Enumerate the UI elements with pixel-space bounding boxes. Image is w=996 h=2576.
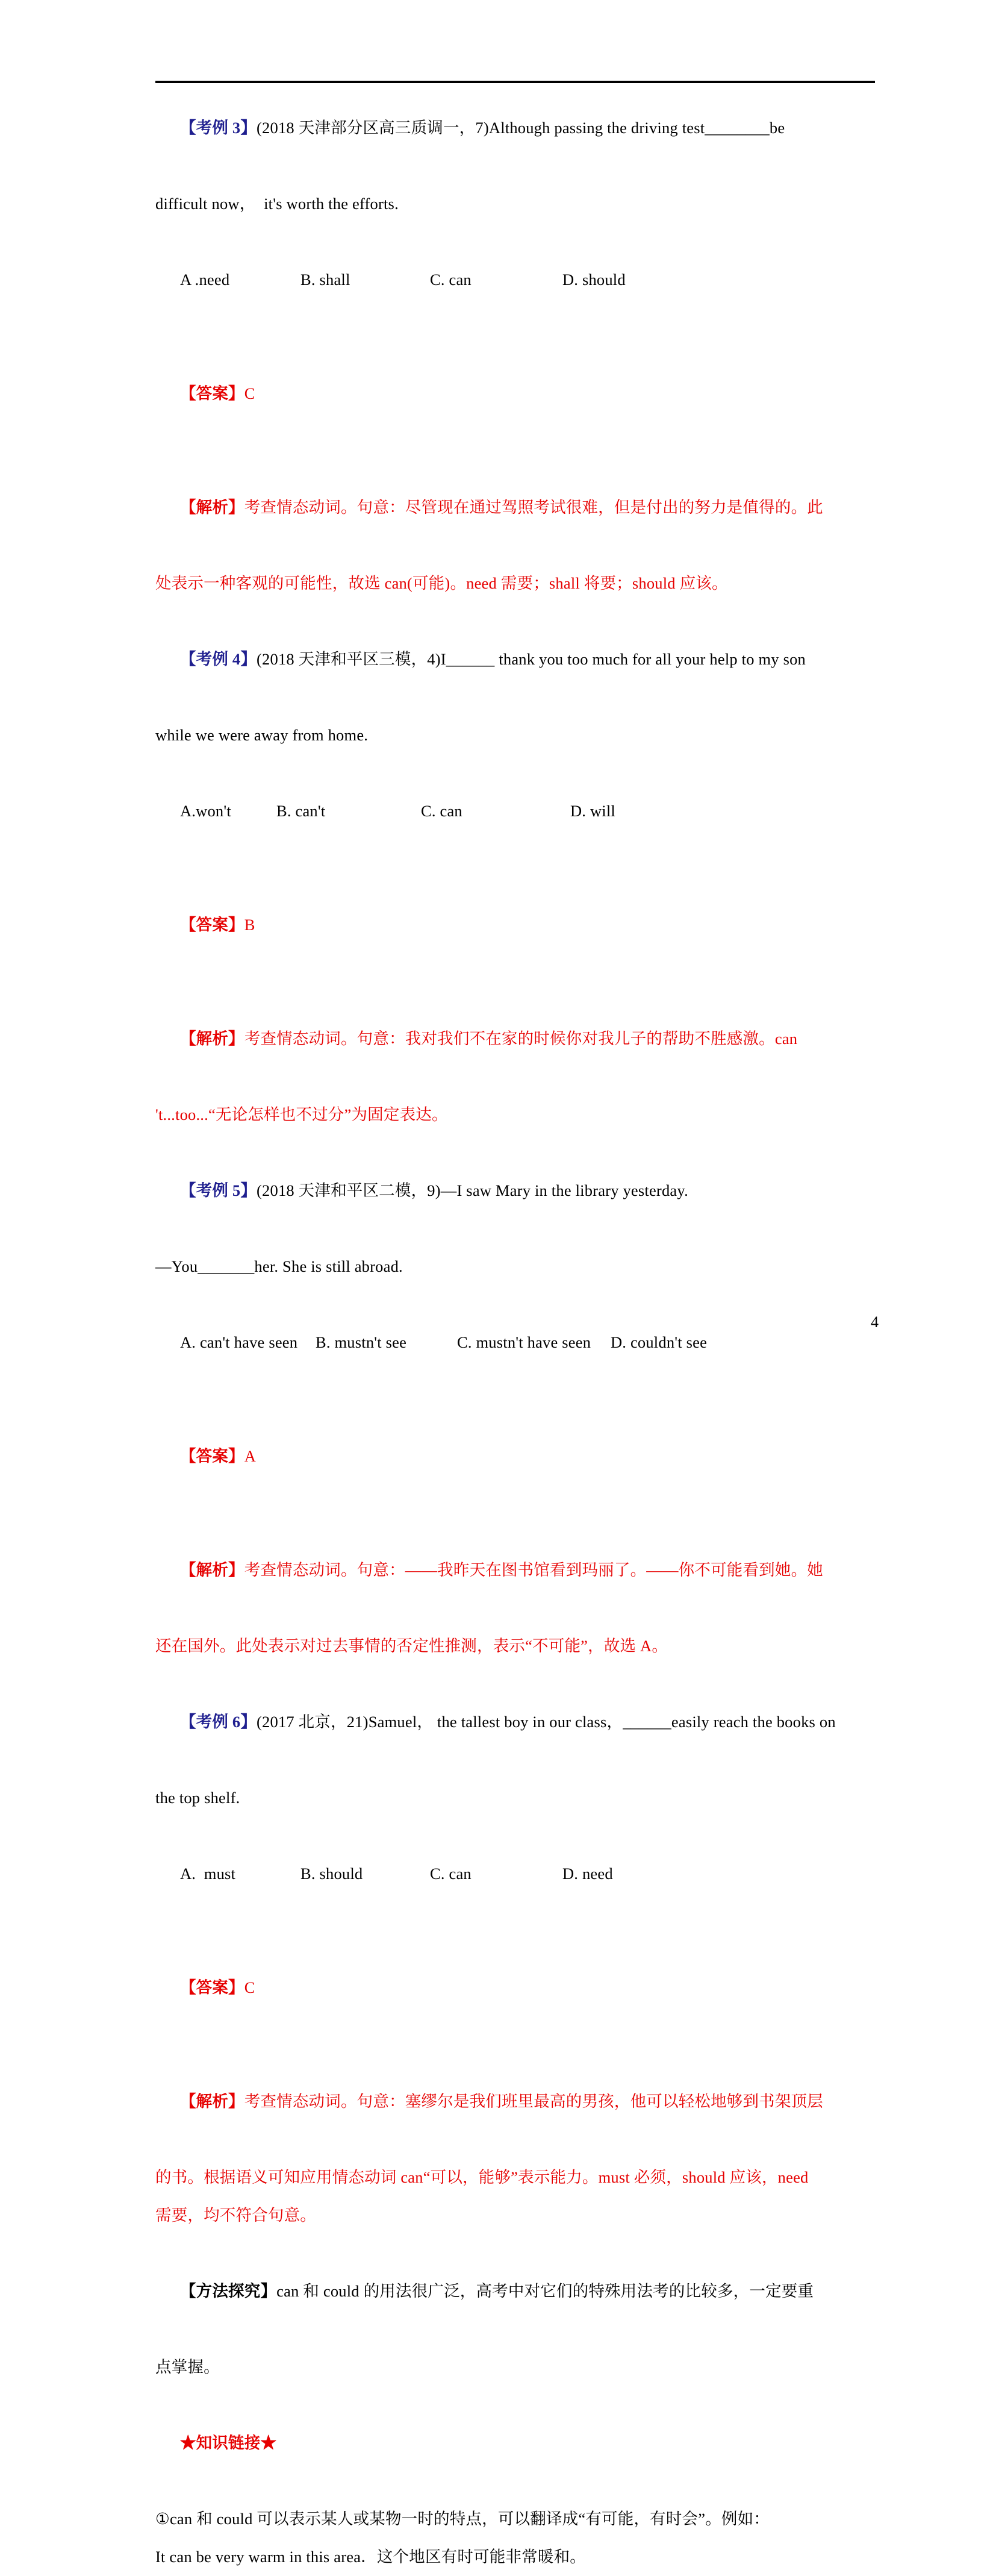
example-5-analysis-label: 【解析】 [179,1561,244,1579]
example-4-label: 【考例 4】 [179,650,257,668]
example-6-option-d[interactable]: D. need [562,1865,613,1883]
example-6-analysis-text-1: 考查情态动词。句意：塞缪尔是我们班里最高的男孩，他可以轻松地够到书架顶层 [244,2092,823,2110]
example-6-analysis-line-3: 需要，均不符合句意。 [155,2206,316,2224]
knowledge-section-line-1: ①can 和 could 可以表示某人或某物一时的特点，可以翻译成“有可能，有时会”。例如： [155,2510,770,2528]
example-4-stem-line-1 [155,602,878,716]
method-section-line-2: 点掌握。 [155,2358,220,2376]
method-section-label: 【方法探究】 [179,2282,277,2300]
example-3-answer-value: C [244,384,255,402]
example-4-analysis-line-1 [155,982,878,1096]
example-6-analysis-label: 【解析】 [179,2092,244,2110]
method-section-text-1: can 和 could 的用法很广泛，高考中对它们的特殊用法考的比较多，一定要重 [276,2282,814,2300]
example-4-analysis-label: 【解析】 [179,1030,244,1048]
example-6-options [155,1817,878,1931]
example-3-stem-text-1: (2018 天津部分区高三质调一，7)Although passing the driving test________be [257,119,785,137]
example-5-answer-label: 【答案】 [179,1447,244,1465]
example-3-analysis-text-1: 考查情态动词。句意：尽管现在通过驾照考试很难，但是付出的努力是值得的。此 [244,498,823,516]
example-3-option-d[interactable]: D. should [562,270,626,289]
example-3-option-a[interactable]: A .need [179,270,230,289]
example-6-stem-line-2: the top shelf. [155,1789,240,1807]
page-content [155,71,878,2576]
example-5-analysis-line-2: 还在国外。此处表示对过去事情的否定性推测，表示“不可能”，故选 A。 [155,1637,668,1655]
example-6-answer-label: 【答案】 [179,1978,244,1996]
example-6-answer-value: C [244,1978,255,1996]
example-4-answer [155,868,878,982]
example-6-option-a[interactable]: A. must [179,1865,236,1883]
method-section-line-1 [155,2234,878,2348]
knowledge-section-line-2: It can be very warm in this area．这个地区有时可能非常暖和。 [155,2548,586,2566]
example-6-option-b[interactable]: B. should [300,1865,363,1883]
example-4-answer-value: B [244,916,255,934]
example-3-analysis-label: 【解析】 [179,498,244,516]
example-4-stem-line-2: while we were away from home. [155,726,369,744]
knowledge-section-heading: ★知识链接★ [179,2434,277,2452]
example-3-options [155,223,878,337]
example-6-option-c[interactable]: C. can [429,1865,472,1883]
example-4-analysis-line-2: 't...too...“无论怎样也不过分”为固定表达。 [155,1105,448,1124]
example-3-stem-line-2: difficult now， it's worth the efforts. [155,195,399,213]
example-6-label: 【考例 6】 [179,1713,257,1731]
example-5-answer [155,1399,878,1513]
example-6-stem-text-1: (2017 北京，21)Samuel， the tallest boy in our class，______easily reach the books on [257,1713,836,1731]
example-4-stem-text-1: (2018 天津和平区三模，4)I______ thank you too much for all your help to my son [257,650,806,668]
page-number: 4 [871,1313,879,1331]
example-4-option-a[interactable]: A.won't [179,802,231,820]
example-4-option-d[interactable]: D. will [570,802,615,820]
example-5-option-b[interactable]: B. mustn't see [315,1333,407,1351]
example-6-analysis-line-1 [155,2045,878,2159]
example-3-answer [155,337,878,451]
example-3-option-b[interactable]: B. shall [300,270,350,289]
example-5-option-c[interactable]: C. mustn't have seen [456,1333,591,1351]
example-6-stem-line-1 [155,1665,878,1779]
example-3-answer-label: 【答案】 [179,384,244,402]
example-5-option-d[interactable]: D. couldn't see [610,1333,708,1351]
example-6-analysis-line-2: 的书。根据语义可知应用情态动词 can“可以，能够”表示能力。must 必须，should 应该，need [155,2168,809,2186]
example-5-stem-line-1 [155,1134,878,1248]
example-5-analysis-line-1 [155,1513,878,1627]
knowledge-section-heading-row [155,2386,878,2500]
example-5-options [155,1286,878,1399]
example-5-answer-value: A [244,1447,257,1465]
example-4-answer-label: 【答案】 [179,916,244,934]
example-3-option-c[interactable]: C. can [429,270,472,289]
example-4-options [155,754,878,868]
example-5-stem-text-1: (2018 天津和平区二模，9)—I saw Mary in the library yesterday. [257,1181,688,1199]
example-3-label: 【考例 3】 [179,119,257,137]
example-5-label: 【考例 5】 [179,1181,257,1199]
example-5-option-a[interactable]: A. can't have seen [179,1333,298,1351]
example-4-option-c[interactable]: C. can [420,802,462,820]
example-4-option-b[interactable]: B. can't [276,802,326,820]
example-4-analysis-text-1: 考查情态动词。句意：我对我们不在家的时候你对我儿子的帮助不胜感激。can [244,1030,798,1048]
example-5-analysis-text-1: 考查情态动词。句意：——我昨天在图书馆看到玛丽了。——你不可能看到她。她 [244,1561,823,1579]
example-3-stem-line-1 [155,71,878,185]
example-6-answer [155,1931,878,2045]
example-5-stem-line-2: —You_______her. She is still abroad. [155,1257,403,1275]
example-3-analysis-line-1 [155,451,878,564]
example-3-analysis-line-2: 处表示一种客观的可能性，故选 can(可能)。need 需要；shall 将要；should 应该。 [155,574,728,592]
